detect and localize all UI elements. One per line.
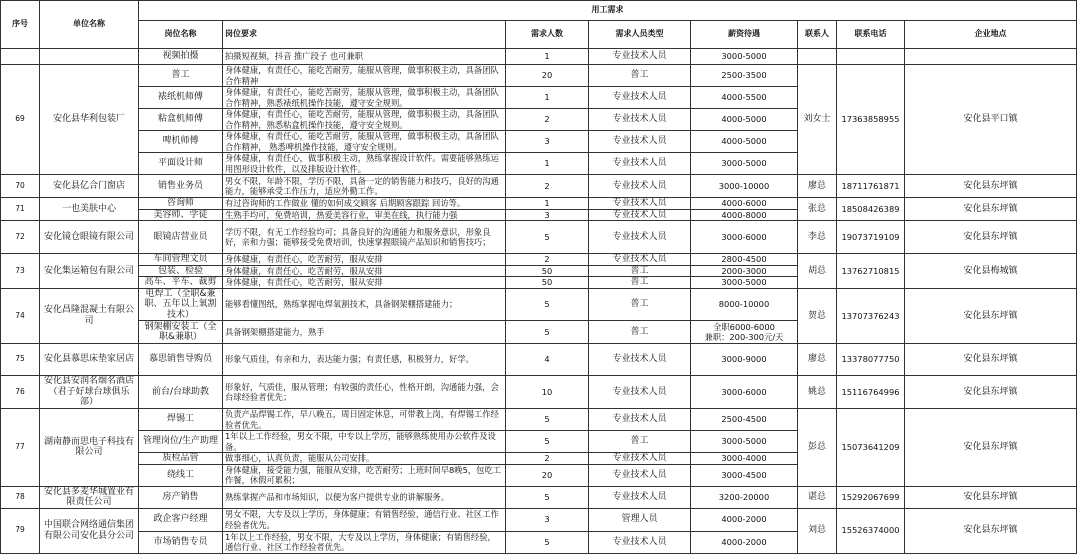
demand-count: 3 — [506, 508, 589, 531]
header-count: 需求人数 — [506, 21, 589, 49]
personnel-type: 专业技术人员 — [589, 109, 691, 131]
seq-number: 69 — [1, 65, 40, 175]
company-location: 安化县东坪镇 — [905, 486, 1077, 508]
company-name: 湖南静而思电子科技有限公司 — [40, 409, 139, 487]
demand-count: 1 — [506, 153, 589, 175]
company-name: 安化县多麦华城置业有限责任公司 — [40, 486, 139, 508]
seq-number: 70 — [1, 175, 40, 198]
personnel-type: 专业技术人员 — [589, 409, 691, 431]
position-title: 电焊工（全职&兼职、五年以上氧割技术） — [139, 288, 223, 321]
contact-person: 张总 — [798, 198, 837, 221]
contact-phone: 18508426389 — [837, 198, 905, 221]
position-requirement: 男女不限，大专及以上学历，身体健康；有销售经验，通信行业、社区工作经验者优先。 — [223, 508, 506, 531]
contact-phone: 13378077750 — [837, 344, 905, 376]
personnel-type: 管理人员 — [589, 508, 691, 531]
demand-count: 5 — [506, 288, 589, 321]
contact-person: 胡总 — [798, 254, 837, 289]
contact-person: 廖总 — [798, 344, 837, 376]
demand-count: 5 — [506, 221, 589, 254]
salary: 3000-5000 — [691, 431, 798, 453]
contact-person — [798, 49, 837, 65]
salary: 全职6000-6000 兼职：200-300元/天 — [691, 321, 798, 344]
position-title: 焊锡工 — [139, 409, 223, 431]
personnel-type: 普工 — [589, 265, 691, 277]
contact-phone: 13762710815 — [837, 254, 905, 289]
contact-phone: 13707376243 — [837, 288, 905, 344]
position-title: 钢架棚安装工（全职&兼职） — [139, 321, 223, 344]
demand-count: 2 — [506, 109, 589, 131]
contact-person: 李总 — [798, 221, 837, 254]
personnel-type: 专业技术人员 — [589, 131, 691, 153]
salary: 3000-6000 — [691, 376, 798, 409]
table-row — [1, 288, 1077, 321]
company-name: 安化县安润名烟名酒店（君子好球台球俱乐部） — [40, 376, 139, 409]
position-requirement: 身体健康，有责任心，吃苦耐劳，服从安排 — [223, 254, 506, 266]
position-requirement: 熟练掌握产品和市场知识，以便为客户提供专业的讲解服务。 — [223, 486, 506, 508]
company-name: 安化镜仓眼镜有限公司 — [40, 221, 139, 254]
contact-person: 廖总 — [798, 175, 837, 198]
seq-number: 79 — [1, 508, 40, 553]
personnel-type: 普工 — [589, 431, 691, 453]
position-title: 美容师、学徒 — [139, 209, 223, 221]
position-requirement: 生熟手均可，免费培训，热爱美容行业，审美在线，执行能力强 — [223, 209, 506, 221]
position-requirement: 学历不限，有无工作经验均可；具备良好的沟通能力和服务意识，形象良好，亲和力强；能够接受免费培训，快速掌握眼镜产品知识和销售技巧； — [223, 221, 506, 254]
company-location: 安化县东坪镇 — [905, 344, 1077, 376]
position-title: 包装、检验 — [139, 265, 223, 277]
position-title: 政企客户经理 — [139, 508, 223, 531]
position-title: 房产销售 — [139, 486, 223, 508]
header-seq: 序号 — [1, 1, 40, 49]
position-requirement: 身体健康，有责任心，吃苦耐劳，服从安排 — [223, 265, 506, 277]
contact-person: 刘总 — [798, 508, 837, 553]
salary: 4000-2000 — [691, 531, 798, 553]
position-title: 销售业务员 — [139, 175, 223, 198]
position-requirement: 1年以上工作经验，男女不限，中专以上学历，能够熟练使用办公软件及设备。 — [223, 431, 506, 453]
position-title: 啤机师傅 — [139, 131, 223, 153]
position-requirement: 身体健康，有责任心，做事积极主动，熟练掌握设计软件。需要能够熟练运用图形设计软件，以及排版设计软件。 — [223, 153, 506, 175]
header-company: 单位名称 — [40, 1, 139, 49]
header-location: 企业地点 — [905, 21, 1077, 49]
salary: 2500-3500 — [691, 65, 798, 87]
table-row — [1, 254, 1077, 266]
position-requirement: 身体健康，有责任心，能吃苦耐劳，能服从管理，做事积极主动，具备团队合作精神， 熟悉啤机操作技能，遵守安全规则。 — [223, 131, 506, 153]
personnel-type: 专业技术人员 — [589, 198, 691, 210]
seq-number: 75 — [1, 344, 40, 376]
personnel-type: 普工 — [589, 288, 691, 321]
seq-number: 74 — [1, 288, 40, 344]
personnel-type: 专业技术人员 — [589, 531, 691, 553]
salary: 4000-5000 — [691, 131, 798, 153]
salary: 3000-4500 — [691, 464, 798, 486]
demand-count: 1 — [506, 87, 589, 109]
header-phone: 联系电话 — [837, 21, 905, 49]
demand-count: 50 — [506, 277, 589, 289]
personnel-type: 专业技术人员 — [589, 49, 691, 65]
company-name: 安化昌隆混凝土有限公司 — [40, 288, 139, 344]
position-requirement: 身体健康，有责任心，能吃苦耐劳，能服从管理，做事积极主动，具备团队合作精神 — [223, 65, 506, 87]
demand-count: 20 — [506, 65, 589, 87]
table-row — [1, 344, 1077, 376]
position-title: 眼镜店营业员 — [139, 221, 223, 254]
salary: 3000-6000 — [691, 221, 798, 254]
header-position: 岗位名称 — [139, 21, 223, 49]
salary: 3000-10000 — [691, 175, 798, 198]
personnel-type: 专业技术人员 — [589, 486, 691, 508]
contact-phone: 15116764996 — [837, 376, 905, 409]
position-requirement: 有过咨询师的工作做业 懂的如何成交顾客 后期顾客跟踪 回访等。 — [223, 198, 506, 210]
position-requirement: 做事细心，认真负责，能服从公司安排。 — [223, 453, 506, 465]
contact-phone: 17363858955 — [837, 65, 905, 175]
table-row — [1, 486, 1077, 508]
contact-phone: 15526374000 — [837, 508, 905, 553]
contact-phone: 15292067699 — [837, 486, 905, 508]
position-requirement: 身体健康，接受能力强，能服从安排，吃苦耐劳；上班时间早8晚5，包吃工作餐，休假可累积； — [223, 464, 506, 486]
contact-phone — [837, 49, 905, 65]
contact-person: 彭总 — [798, 409, 837, 487]
salary: 4000-2000 — [691, 508, 798, 531]
demand-count: 1 — [506, 198, 589, 210]
position-requirement: 身体健康，有责任心，能吃苦耐劳，能服从管理，做事积极主动，具备团队合作精神，熟悉粘盒机操作技能，遵守安全规则。 — [223, 109, 506, 131]
position-requirement: 形象好，气质佳，服从管理；有较强的责任心，性格开朗，沟通能力强，会台球经验者优先； — [223, 376, 506, 409]
table-body — [1, 49, 1077, 554]
personnel-type: 普工 — [589, 277, 691, 289]
salary: 4000-8000 — [691, 209, 798, 221]
personnel-type: 专业技术人员 — [589, 376, 691, 409]
demand-count: 10 — [506, 376, 589, 409]
position-title: 慕思销售导购员 — [139, 344, 223, 376]
position-title: 绕线工 — [139, 464, 223, 486]
position-title: 视频拍摄 — [139, 49, 223, 65]
position-requirement: 1年以上工作经验，男女不限，大专及以上学历，身体健康；有销售经验，通信行业、社区工作经验者优先。 — [223, 531, 506, 553]
demand-count: 5 — [506, 486, 589, 508]
salary: 3000-5000 — [691, 49, 798, 65]
seq-number: 78 — [1, 486, 40, 508]
demand-count: 5 — [506, 321, 589, 344]
seq-number: 76 — [1, 376, 40, 409]
personnel-type: 专业技术人员 — [589, 153, 691, 175]
personnel-type: 普工 — [589, 65, 691, 87]
company-name: 一也美肤中心 — [40, 198, 139, 221]
personnel-type: 专业技术人员 — [589, 464, 691, 486]
company-location: 安化县东坪镇 — [905, 376, 1077, 409]
header-contact: 联系人 — [798, 21, 837, 49]
salary: 3200-20000 — [691, 486, 798, 508]
position-title: 前台/台球助教 — [139, 376, 223, 409]
personnel-type: 专业技术人员 — [589, 175, 691, 198]
contact-person: 贺总 — [798, 288, 837, 344]
company-name: 中国联合网络通信集团有限公司安化县分公司 — [40, 508, 139, 553]
table-row — [1, 221, 1077, 254]
seq-number: 71 — [1, 198, 40, 221]
company-name: 安化集运箱包有限公司 — [40, 254, 139, 289]
position-title: 咨询师 — [139, 198, 223, 210]
demand-count: 3 — [506, 131, 589, 153]
company-location: 安化县东坪镇 — [905, 288, 1077, 344]
company-location: 安化县梅城镇 — [905, 254, 1077, 289]
company-location: 安化县东坪镇 — [905, 175, 1077, 198]
table-row — [1, 175, 1077, 198]
table-row — [1, 376, 1077, 409]
table-row — [1, 65, 1077, 87]
position-requirement: 拍摄短视频，抖音 推广段子 也可兼职 — [223, 49, 506, 65]
position-title: 高车、平车、裁剪 — [139, 277, 223, 289]
demand-count: 2 — [506, 453, 589, 465]
demand-count: 4 — [506, 344, 589, 376]
position-title: 粘盒机师傅 — [139, 109, 223, 131]
table-row — [1, 198, 1077, 210]
personnel-type: 专业技术人员 — [589, 209, 691, 221]
salary: 3000-5000 — [691, 277, 798, 289]
company-location: 安化县东坪镇 — [905, 508, 1077, 553]
seq-number: 73 — [1, 254, 40, 289]
contact-person: 谌总 — [798, 486, 837, 508]
position-title: 管理岗位/生产助理 — [139, 431, 223, 453]
salary: 3000-4000 — [691, 453, 798, 465]
salary: 4000-5500 — [691, 87, 798, 109]
position-requirement: 身体健康，有责任心，吃苦耐劳，服从安排 — [223, 277, 506, 289]
demand-count: 5 — [506, 431, 589, 453]
company-name: 安化县亿合门窗店 — [40, 175, 139, 198]
salary: 3000-9000 — [691, 344, 798, 376]
seq-number: 77 — [1, 409, 40, 487]
salary: 8000-10000 — [691, 288, 798, 321]
position-requirement: 男女不限，年龄不限，学历不限，具备一定的销售能力和技巧，良好的沟通能力，能够承受工作压力，适应外勤工作。 — [223, 175, 506, 198]
header-demand-group: 用工需求 — [139, 1, 1077, 21]
table-row — [1, 49, 1077, 65]
position-title: 普工 — [139, 65, 223, 87]
position-requirement: 身体健康，有责任心，能吃苦耐劳，能服从管理，做事积极主动，具备团队合作精神，熟悉裱纸机操作技能，遵守安全规则。 — [223, 87, 506, 109]
personnel-type: 专业技术人员 — [589, 221, 691, 254]
personnel-type: 专业技术人员 — [589, 254, 691, 266]
position-title: 车间管理文员 — [139, 254, 223, 266]
position-requirement: 形象气质佳，有亲和力，表达能力强；有责任感，积极努力，好学。 — [223, 344, 506, 376]
header-requirement: 岗位要求 — [223, 21, 506, 49]
demand-count: 2 — [506, 254, 589, 266]
company-location: 安化县东坪镇 — [905, 198, 1077, 221]
company-name: 安化县华利包装厂 — [40, 65, 139, 175]
company-location: 安化县东坪镇 — [905, 409, 1077, 487]
demand-count: 5 — [506, 409, 589, 431]
demand-count: 20 — [506, 464, 589, 486]
company-location: 安化县东坪镇 — [905, 221, 1077, 254]
salary: 2800-4500 — [691, 254, 798, 266]
seq-number: 72 — [1, 221, 40, 254]
contact-person: 姚总 — [798, 376, 837, 409]
salary: 4000-5000 — [691, 109, 798, 131]
position-requirement: 具备钢架棚搭建能力，熟手 — [223, 321, 506, 344]
demand-count: 2 — [506, 175, 589, 198]
position-title: 裱纸机师傅 — [139, 87, 223, 109]
demand-count: 3 — [506, 209, 589, 221]
salary: 3000-5000 — [691, 153, 798, 175]
contact-phone: 18711761871 — [837, 175, 905, 198]
header-salary: 薪资待遇 — [691, 21, 798, 49]
seq-number — [1, 49, 40, 65]
personnel-type: 专业技术人员 — [589, 344, 691, 376]
header-type: 需求人员类型 — [589, 21, 691, 49]
personnel-type: 专业技术人员 — [589, 87, 691, 109]
table-row — [1, 508, 1077, 531]
position-title: 平面设计师 — [139, 153, 223, 175]
salary: 2500-4500 — [691, 409, 798, 431]
contact-phone: 19073719109 — [837, 221, 905, 254]
contact-phone: 15073641209 — [837, 409, 905, 487]
company-location — [905, 49, 1077, 65]
demand-count: 1 — [506, 49, 589, 65]
salary: 2000-3000 — [691, 265, 798, 277]
position-requirement: 负责产品焊锡工作，早八晚五，周日固定休息，可带教上岗，有焊锡工作经验者优先。 — [223, 409, 506, 431]
company-name — [40, 49, 139, 65]
position-title: 市场销售专员 — [139, 531, 223, 553]
demand-count: 5 — [506, 531, 589, 553]
company-name: 安化县慕思床垫家居店 — [40, 344, 139, 376]
company-location: 安化县平口镇 — [905, 65, 1077, 175]
salary: 4000-6000 — [691, 198, 798, 210]
position-title: 质检品管 — [139, 453, 223, 465]
position-requirement: 能够看懂图纸，熟练掌握电焊氧割技术，具备钢架棚搭建能力； — [223, 288, 506, 321]
demand-count: 50 — [506, 265, 589, 277]
personnel-type: 专业技术人员 — [589, 453, 691, 465]
contact-person: 刘女士 — [798, 65, 837, 175]
personnel-type: 普工 — [589, 321, 691, 344]
table-row — [1, 409, 1077, 431]
